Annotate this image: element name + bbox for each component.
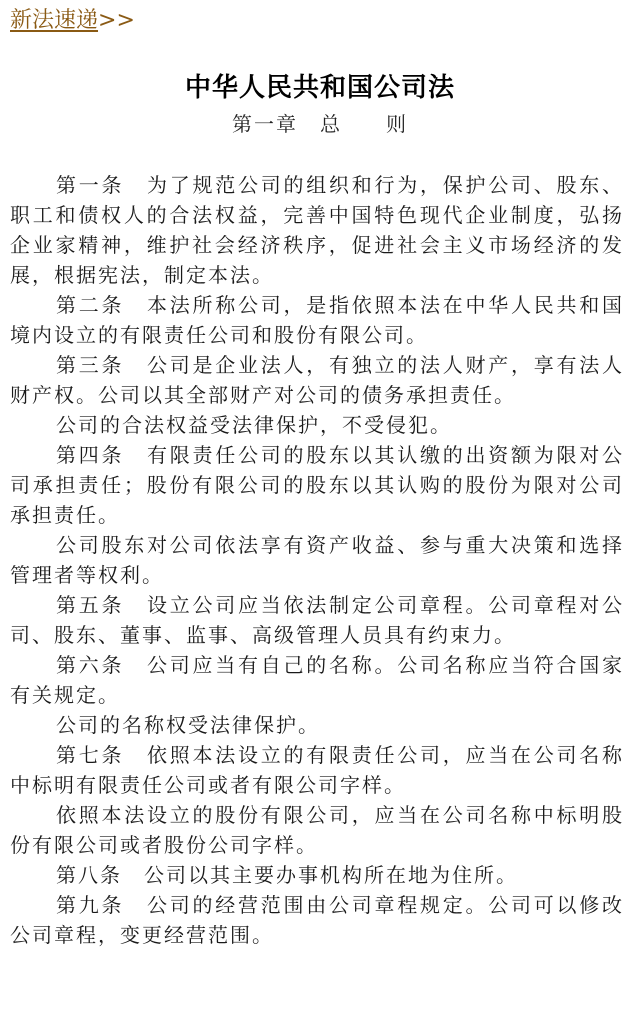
paragraph: 第四条 有限责任公司的股东以其认缴的出资额为限对公司承担责任；股份有限公司的股东以其认购的股份为限对公司承担责任。 [10, 443, 624, 527]
header-arrows: >> [98, 8, 135, 33]
document-body [10, 170, 624, 950]
paragraph: 第一条 为了规范公司的组织和行为，保护公司、股东、职工和债权人的合法权益，完善中国特色现代企业制度，弘扬企业家精神，维护社会经济秩序，促进社会主义市场经济的发展，根据宪法，制定本法。 [10, 173, 624, 287]
chapter-heading: 第一章 总 则 [232, 112, 408, 136]
document-title: 中华人民共和国公司法 [184, 73, 455, 103]
paragraph: 公司股东对公司依法享有资产收益、参与重大决策和选择管理者等权利。 [10, 533, 624, 587]
new-law-express-link[interactable]: 新法速递 [10, 8, 99, 33]
header-nav [10, 6, 135, 36]
paragraph: 第八条 公司以其主要办事机构所在地为住所。 [56, 863, 518, 887]
paragraph: 第五条 设立公司应当依法制定公司章程。公司章程对公司、股东、董事、监事、高级管理人员具有约束力。 [10, 593, 624, 647]
paragraph: 第九条 公司的经营范围由公司章程规定。公司可以修改公司章程，变更经营范围。 [10, 893, 624, 947]
paragraph: 第二条 本法所称公司，是指依照本法在中华人民共和国境内设立的有限责任公司和股份有限公司。 [10, 293, 624, 347]
paragraph: 第六条 公司应当有自己的名称。公司名称应当符合国家有关规定。 [10, 653, 624, 707]
paragraph: 第七条 依照本法设立的有限责任公司，应当在公司名称中标明有限责任公司或者有限公司字样。 [10, 743, 624, 797]
paragraph: 第三条 公司是企业法人，有独立的法人财产，享有法人财产权。公司以其全部财产对公司的债务承担责任。 [10, 353, 624, 407]
paragraph: 公司的合法权益受法律保护，不受侵犯。 [56, 413, 452, 437]
paragraph: 依照本法设立的股份有限公司，应当在公司名称中标明股份有限公司或者股份公司字样。 [10, 803, 624, 857]
paragraph: 公司的名称权受法律保护。 [56, 713, 320, 737]
